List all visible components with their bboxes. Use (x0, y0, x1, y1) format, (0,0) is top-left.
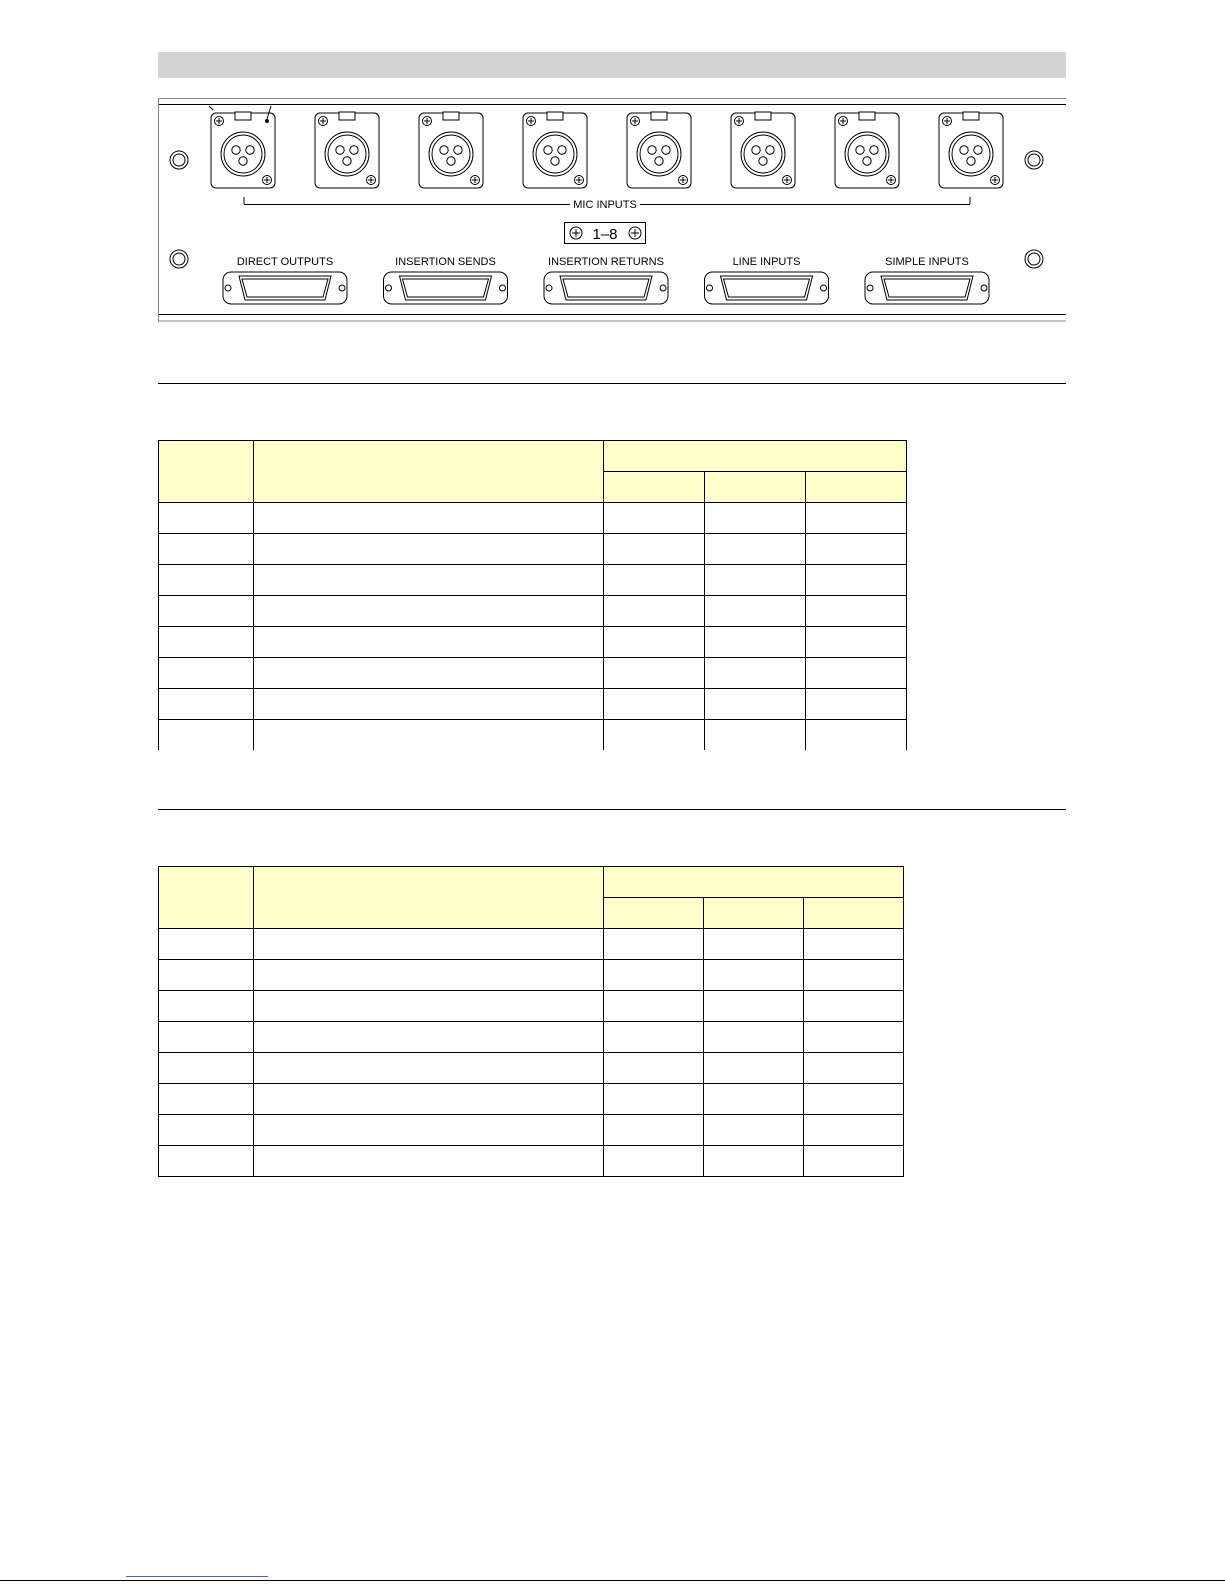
table-cell (804, 1022, 904, 1053)
table-cell (604, 1053, 704, 1084)
xlr-connector-8 (939, 112, 1003, 188)
table-cell (254, 503, 604, 534)
table-cell (705, 658, 806, 689)
table-cell (806, 627, 907, 658)
screw-icon (783, 176, 792, 185)
section-header-bar (158, 52, 1066, 78)
screw-icon (471, 176, 480, 185)
xlr-connector-3 (419, 112, 483, 188)
table-cell (705, 596, 806, 627)
table-cell (254, 1022, 604, 1053)
table-cell (254, 596, 604, 627)
table-cell (604, 658, 705, 689)
table-cell (604, 596, 705, 627)
table-cell (254, 960, 604, 991)
table-cell (159, 627, 254, 658)
xlr-connector-7 (835, 112, 899, 188)
header-cell-group (604, 867, 904, 898)
table-cell (159, 720, 254, 751)
table-row (159, 929, 904, 960)
table-cell (159, 503, 254, 534)
table-cell (704, 1084, 804, 1115)
screw-hole-icon (339, 285, 345, 291)
table-cell (704, 1022, 804, 1053)
table-cell (604, 1022, 704, 1053)
table-cell (804, 1053, 904, 1084)
screw-icon (991, 176, 1000, 185)
screw-icon (735, 117, 744, 126)
subheader-cell (705, 472, 806, 503)
screw-icon (943, 117, 952, 126)
table-cell (806, 503, 907, 534)
table-cell (159, 596, 254, 627)
table-row (159, 596, 907, 627)
table-cell (254, 1115, 604, 1146)
screw-hole-icon (546, 285, 552, 291)
table-row (159, 1146, 904, 1177)
screw-hole-icon (981, 285, 987, 291)
connector-label: SIMPLE INPUTS (885, 256, 969, 268)
table-cell (254, 1146, 604, 1177)
table-cell (604, 534, 705, 565)
table-cell (159, 1115, 254, 1146)
table-row (159, 1022, 904, 1053)
table-cell (604, 1084, 704, 1115)
dsub-connector-5 (865, 256, 989, 304)
table-header-row (159, 441, 907, 472)
table-cell (159, 991, 254, 1022)
footer-link-underline[interactable] (126, 1576, 268, 1577)
table-cell (604, 960, 704, 991)
table-cell (604, 503, 705, 534)
screw-icon (629, 227, 641, 239)
connector-label: INSERTION SENDS (395, 256, 496, 268)
table-cell (705, 720, 806, 751)
screw-icon (527, 117, 536, 126)
table-cell (806, 658, 907, 689)
table-cell (254, 627, 604, 658)
table-row (159, 1053, 904, 1084)
footer-rule (0, 1580, 1225, 1581)
table-cell (704, 991, 804, 1022)
table-cell (254, 534, 604, 565)
connector-label: INSERTION RETURNS (548, 256, 664, 268)
table-cell (704, 1146, 804, 1177)
table-header-row (159, 867, 904, 898)
dsub-connector-1 (223, 256, 347, 304)
screw-hole-icon (225, 285, 231, 291)
subheader-cell (604, 472, 705, 503)
screw-icon (887, 176, 896, 185)
table-cell (604, 627, 705, 658)
table-cell (254, 689, 604, 720)
table-cell (254, 720, 604, 751)
table-row (159, 658, 907, 689)
table-cell (159, 658, 254, 689)
table-cell (806, 565, 907, 596)
table-cell (804, 960, 904, 991)
xlr-connector-2 (315, 112, 379, 188)
table-cell (159, 1084, 254, 1115)
connector-label: DIRECT OUTPUTS (236, 256, 334, 268)
dsub-connector-2 (384, 256, 508, 304)
table-row (159, 960, 904, 991)
table-cell (254, 658, 604, 689)
header-cell-function (254, 867, 604, 929)
screw-icon (575, 176, 584, 185)
screw-hole-icon (660, 285, 666, 291)
table-cell (159, 1146, 254, 1177)
table-cell (254, 565, 604, 596)
connector-label: LINE INPUTS (732, 256, 801, 268)
table-cell (604, 720, 705, 751)
table-cell (159, 565, 254, 596)
table-cell (254, 1084, 604, 1115)
pinout-table-1 (158, 440, 907, 750)
table-cell (159, 1022, 254, 1053)
table-row (159, 689, 907, 720)
table-cell (159, 929, 254, 960)
table-cell (705, 627, 806, 658)
rack-hole-icon (1025, 250, 1043, 268)
subheader-cell (804, 898, 904, 929)
screw-icon (263, 176, 272, 185)
table-cell (704, 1053, 804, 1084)
table-cell (604, 1146, 704, 1177)
table-cell (254, 1053, 604, 1084)
table-cell (604, 565, 705, 596)
table-cell (159, 1053, 254, 1084)
table-row (159, 1084, 904, 1115)
screw-icon (570, 227, 582, 239)
table-cell (604, 929, 704, 960)
table-cell (806, 720, 907, 751)
table-cell (806, 534, 907, 565)
screw-hole-icon (707, 285, 713, 291)
pinout-table-2 (158, 866, 904, 1177)
screw-icon (631, 117, 640, 126)
table-cell (159, 534, 254, 565)
header-cell-pin (159, 867, 254, 929)
xlr-connector-6 (731, 112, 795, 188)
table-row (159, 565, 907, 596)
table-row (159, 991, 904, 1022)
table-cell (804, 1146, 904, 1177)
table-cell (705, 534, 806, 565)
screw-icon (319, 117, 328, 126)
screw-hole-icon (821, 285, 827, 291)
table-cell (705, 565, 806, 596)
table-row (159, 1115, 904, 1146)
header-cell-pin (159, 441, 254, 503)
subheader-cell (604, 898, 704, 929)
table-cell (704, 960, 804, 991)
xlr-connector-4 (523, 112, 587, 188)
section-divider (158, 809, 1066, 810)
table-cell (704, 929, 804, 960)
table-cell (804, 991, 904, 1022)
section-divider (158, 383, 1066, 384)
rack-hole-icon (1025, 151, 1043, 169)
table-cell (806, 596, 907, 627)
xlr-connector-5 (627, 112, 691, 188)
subheader-cell (806, 472, 907, 503)
screw-hole-icon (500, 285, 506, 291)
dsub-connector-4 (705, 256, 829, 304)
table-cell (804, 1084, 904, 1115)
table-cell (804, 929, 904, 960)
subheader-cell (704, 898, 804, 929)
table-cell (804, 1115, 904, 1146)
rear-panel-diagram (158, 98, 1066, 322)
table-row (159, 720, 907, 751)
header-cell-function (254, 441, 604, 503)
table-row (159, 534, 907, 565)
table-row (159, 503, 907, 534)
table-cell (159, 960, 254, 991)
rack-hole-icon (170, 250, 188, 268)
table-cell (254, 991, 604, 1022)
table-row (159, 627, 907, 658)
screw-hole-icon (867, 285, 873, 291)
screw-icon (215, 117, 224, 126)
dsub-connector-3 (544, 256, 668, 304)
table-cell (705, 689, 806, 720)
screw-icon (839, 117, 848, 126)
xlr-connector-1 (209, 106, 275, 188)
rack-hole-icon (170, 151, 188, 169)
table-cell (806, 689, 907, 720)
screw-hole-icon (386, 285, 392, 291)
screw-icon (679, 176, 688, 185)
table-cell (159, 689, 254, 720)
table-cell (254, 929, 604, 960)
channel-range-label: 1–8 (592, 226, 618, 243)
table-cell (604, 1115, 704, 1146)
table-cell (604, 991, 704, 1022)
header-cell-group (604, 441, 907, 472)
table-cell (604, 689, 705, 720)
mic-inputs-label: MIC INPUTS (573, 199, 637, 211)
screw-icon (423, 117, 432, 126)
table-cell (705, 503, 806, 534)
table-cell (704, 1115, 804, 1146)
screw-icon (367, 176, 376, 185)
